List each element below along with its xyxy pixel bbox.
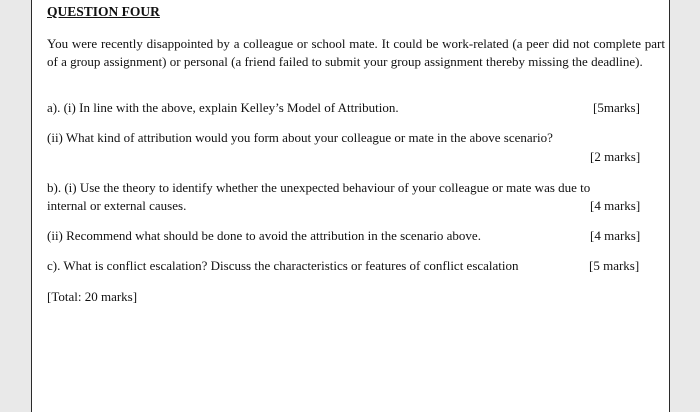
question-c-text: c). What is conflict escalation? Discuss the characteristics or features of conflict escalation (47, 258, 519, 273)
question-b-ii-marks: [4 marks] (590, 228, 641, 243)
question-page (31, 0, 670, 412)
question-c-marks: [5 marks] (589, 258, 640, 273)
question-a-ii-text: (ii) What kind of attribution would you form about your colleague or mate in the above scenario? (47, 130, 553, 145)
question-b-i-line2: internal or external causes. (47, 198, 187, 213)
question-a-i-text: a). (i) In line with the above, explain Kelley’s Model of Attribution. (47, 100, 399, 115)
question-b-i-line1: b). (i) Use the theory to identify whether the unexpected behaviour of your colleague or mate was due to (47, 180, 591, 195)
question-b-ii-text: (ii) Recommend what should be done to avoid the attribution in the scenario above. (47, 228, 481, 243)
question-b-i-marks: [4 marks] (590, 198, 641, 213)
question-title: QUESTION FOUR (47, 4, 160, 19)
question-a-i-marks: [5marks] (593, 100, 640, 115)
scenario-paragraph: You were recently disappointed by a colleague or school mate. It could be work-related (a peer did not complete part of a group assignment) or personal (a friend failed to submit your group assignment thereby missing the deadline). (47, 36, 665, 69)
question-a-ii-marks: [2 marks] (590, 149, 641, 164)
total-marks: [Total: 20 marks] (47, 289, 138, 304)
